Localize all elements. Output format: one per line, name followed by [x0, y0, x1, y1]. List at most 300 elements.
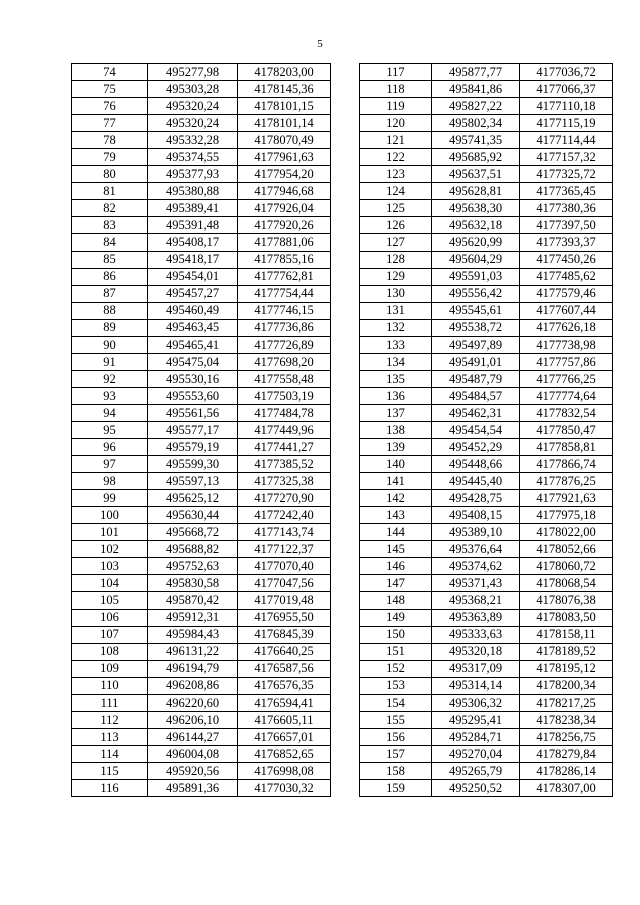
- y-coordinate-cell: 4177036,72: [520, 64, 613, 81]
- table-row: [360, 524, 613, 541]
- point-number-cell: 136: [360, 387, 432, 404]
- table-row: [72, 115, 331, 132]
- y-coordinate-cell: 4177946,68: [238, 183, 331, 200]
- x-coordinate-cell: 495448,66: [432, 456, 520, 473]
- table-row: [360, 728, 613, 745]
- y-coordinate-cell: 4177607,44: [520, 302, 613, 319]
- y-coordinate-cell: 4177736,86: [238, 319, 331, 336]
- y-coordinate-cell: 4176845,39: [238, 626, 331, 643]
- y-coordinate-cell: 4178203,00: [238, 64, 331, 81]
- y-coordinate-cell: 4178076,38: [520, 592, 613, 609]
- x-coordinate-cell: 496004,08: [148, 745, 238, 762]
- y-coordinate-cell: 4178256,75: [520, 728, 613, 745]
- y-coordinate-cell: 4177766,25: [520, 370, 613, 387]
- y-coordinate-cell: 4177114,44: [520, 132, 613, 149]
- x-coordinate-cell: 496194,79: [148, 660, 238, 677]
- table-row: [72, 643, 331, 660]
- x-coordinate-cell: 495591,03: [432, 268, 520, 285]
- x-coordinate-cell: 495332,28: [148, 132, 238, 149]
- x-coordinate-cell: 495363,89: [432, 609, 520, 626]
- x-coordinate-cell: 495741,35: [432, 132, 520, 149]
- y-coordinate-cell: 4177325,38: [238, 473, 331, 490]
- y-coordinate-cell: 4177558,48: [238, 370, 331, 387]
- table-row: [72, 319, 331, 336]
- y-coordinate-cell: 4178083,50: [520, 609, 613, 626]
- point-number-cell: 139: [360, 439, 432, 456]
- coordinates-table-left: [71, 63, 331, 797]
- y-coordinate-cell: 4178068,54: [520, 575, 613, 592]
- table-row: [360, 98, 613, 115]
- table-row: [72, 694, 331, 711]
- y-coordinate-cell: 4178189,52: [520, 643, 613, 660]
- point-number-cell: 75: [72, 81, 148, 98]
- table-row: [360, 370, 613, 387]
- point-number-cell: 138: [360, 421, 432, 438]
- x-coordinate-cell: 495891,36: [148, 779, 238, 796]
- point-number-cell: 110: [72, 677, 148, 694]
- table-row: [72, 353, 331, 370]
- point-number-cell: 143: [360, 507, 432, 524]
- x-coordinate-cell: 495408,15: [432, 507, 520, 524]
- point-number-cell: 131: [360, 302, 432, 319]
- table-row: [72, 439, 331, 456]
- point-number-cell: 108: [72, 643, 148, 660]
- y-coordinate-cell: 4178195,12: [520, 660, 613, 677]
- y-coordinate-cell: 4177754,44: [238, 285, 331, 302]
- x-coordinate-cell: 495371,43: [432, 575, 520, 592]
- table-row: [72, 524, 331, 541]
- point-number-cell: 92: [72, 370, 148, 387]
- x-coordinate-cell: 496208,86: [148, 677, 238, 694]
- table-row: [72, 558, 331, 575]
- table-row: [72, 336, 331, 353]
- x-coordinate-cell: 495320,18: [432, 643, 520, 660]
- y-coordinate-cell: 4177850,47: [520, 421, 613, 438]
- table-row: [360, 404, 613, 421]
- y-coordinate-cell: 4176998,08: [238, 762, 331, 779]
- x-coordinate-cell: 496206,10: [148, 711, 238, 728]
- point-number-cell: 127: [360, 234, 432, 251]
- x-coordinate-cell: 495368,21: [432, 592, 520, 609]
- x-coordinate-cell: 495452,29: [432, 439, 520, 456]
- point-number-cell: 122: [360, 149, 432, 166]
- x-coordinate-cell: 495620,99: [432, 234, 520, 251]
- table-row: [360, 183, 613, 200]
- y-coordinate-cell: 4177762,81: [238, 268, 331, 285]
- point-number-cell: 84: [72, 234, 148, 251]
- x-coordinate-cell: 495553,60: [148, 387, 238, 404]
- y-coordinate-cell: 4177954,20: [238, 166, 331, 183]
- point-number-cell: 106: [72, 609, 148, 626]
- point-number-cell: 146: [360, 558, 432, 575]
- x-coordinate-cell: 495465,41: [148, 336, 238, 353]
- table-row: [360, 81, 613, 98]
- y-coordinate-cell: 4177975,18: [520, 507, 613, 524]
- table-row: [360, 149, 613, 166]
- x-coordinate-cell: 495380,88: [148, 183, 238, 200]
- table-row: [360, 217, 613, 234]
- point-number-cell: 82: [72, 200, 148, 217]
- y-coordinate-cell: 4177579,46: [520, 285, 613, 302]
- x-coordinate-cell: 495827,22: [432, 98, 520, 115]
- y-coordinate-cell: 4178101,15: [238, 98, 331, 115]
- point-number-cell: 149: [360, 609, 432, 626]
- x-coordinate-cell: 496220,60: [148, 694, 238, 711]
- table-row: [360, 387, 613, 404]
- table-row: [72, 285, 331, 302]
- table-row: [72, 200, 331, 217]
- y-coordinate-cell: 4176594,41: [238, 694, 331, 711]
- x-coordinate-cell: 495428,75: [432, 490, 520, 507]
- x-coordinate-cell: 495462,31: [432, 404, 520, 421]
- x-coordinate-cell: 495374,55: [148, 149, 238, 166]
- point-number-cell: 94: [72, 404, 148, 421]
- y-coordinate-cell: 4177441,27: [238, 439, 331, 456]
- point-number-cell: 148: [360, 592, 432, 609]
- y-coordinate-cell: 4178238,34: [520, 711, 613, 728]
- table-row: [360, 694, 613, 711]
- point-number-cell: 80: [72, 166, 148, 183]
- point-number-cell: 85: [72, 251, 148, 268]
- y-coordinate-cell: 4177738,98: [520, 336, 613, 353]
- x-coordinate-cell: 495688,82: [148, 541, 238, 558]
- y-coordinate-cell: 4177484,78: [238, 404, 331, 421]
- table-row: [360, 132, 613, 149]
- x-coordinate-cell: 495912,31: [148, 609, 238, 626]
- x-coordinate-cell: 495391,48: [148, 217, 238, 234]
- y-coordinate-cell: 4177855,16: [238, 251, 331, 268]
- x-coordinate-cell: 495632,18: [432, 217, 520, 234]
- point-number-cell: 125: [360, 200, 432, 217]
- x-coordinate-cell: 495389,10: [432, 524, 520, 541]
- y-coordinate-cell: 4178286,14: [520, 762, 613, 779]
- y-coordinate-cell: 4177122,37: [238, 541, 331, 558]
- point-number-cell: 158: [360, 762, 432, 779]
- table-row: [72, 149, 331, 166]
- x-coordinate-cell: 495374,62: [432, 558, 520, 575]
- x-coordinate-cell: 495303,28: [148, 81, 238, 98]
- y-coordinate-cell: 4177143,74: [238, 524, 331, 541]
- table-row: [360, 421, 613, 438]
- table-row: [360, 643, 613, 660]
- x-coordinate-cell: 495561,56: [148, 404, 238, 421]
- table-row: [360, 439, 613, 456]
- y-coordinate-cell: 4177503,19: [238, 387, 331, 404]
- point-number-cell: 105: [72, 592, 148, 609]
- table-row: [72, 473, 331, 490]
- y-coordinate-cell: 4178022,00: [520, 524, 613, 541]
- x-coordinate-cell: 495877,77: [432, 64, 520, 81]
- table-row: [360, 541, 613, 558]
- x-coordinate-cell: 495333,63: [432, 626, 520, 643]
- point-number-cell: 152: [360, 660, 432, 677]
- y-coordinate-cell: 4176605,11: [238, 711, 331, 728]
- point-number-cell: 91: [72, 353, 148, 370]
- x-coordinate-cell: 495668,72: [148, 524, 238, 541]
- point-number-cell: 137: [360, 404, 432, 421]
- table-row: [72, 507, 331, 524]
- table-body: [360, 64, 613, 797]
- x-coordinate-cell: 495545,61: [432, 302, 520, 319]
- point-number-cell: 155: [360, 711, 432, 728]
- point-number-cell: 87: [72, 285, 148, 302]
- point-number-cell: 102: [72, 541, 148, 558]
- table-row: [360, 64, 613, 81]
- y-coordinate-cell: 4177066,37: [520, 81, 613, 98]
- point-number-cell: 153: [360, 677, 432, 694]
- x-coordinate-cell: 495984,43: [148, 626, 238, 643]
- table-row: [72, 268, 331, 285]
- table-row: [72, 132, 331, 149]
- table-body: [72, 64, 331, 797]
- x-coordinate-cell: 495637,51: [432, 166, 520, 183]
- x-coordinate-cell: 495460,49: [148, 302, 238, 319]
- point-number-cell: 83: [72, 217, 148, 234]
- table-row: [360, 234, 613, 251]
- x-coordinate-cell: 495445,40: [432, 473, 520, 490]
- table-row: [72, 387, 331, 404]
- y-coordinate-cell: 4176640,25: [238, 643, 331, 660]
- table-row: [72, 728, 331, 745]
- point-number-cell: 119: [360, 98, 432, 115]
- coordinates-table-right: [359, 63, 613, 797]
- table-row: [360, 626, 613, 643]
- x-coordinate-cell: 495484,57: [432, 387, 520, 404]
- y-coordinate-cell: 4177242,40: [238, 507, 331, 524]
- point-number-cell: 98: [72, 473, 148, 490]
- point-number-cell: 112: [72, 711, 148, 728]
- point-number-cell: 113: [72, 728, 148, 745]
- point-number-cell: 107: [72, 626, 148, 643]
- x-coordinate-cell: 495295,41: [432, 711, 520, 728]
- table-row: [72, 251, 331, 268]
- point-number-cell: 88: [72, 302, 148, 319]
- x-coordinate-cell: 495597,13: [148, 473, 238, 490]
- y-coordinate-cell: 4177876,25: [520, 473, 613, 490]
- point-number-cell: 129: [360, 268, 432, 285]
- x-coordinate-cell: 495418,17: [148, 251, 238, 268]
- point-number-cell: 100: [72, 507, 148, 524]
- y-coordinate-cell: 4177485,62: [520, 268, 613, 285]
- y-coordinate-cell: 4176587,56: [238, 660, 331, 677]
- point-number-cell: 97: [72, 456, 148, 473]
- y-coordinate-cell: 4178279,84: [520, 745, 613, 762]
- x-coordinate-cell: 495250,52: [432, 779, 520, 796]
- point-number-cell: 154: [360, 694, 432, 711]
- x-coordinate-cell: 495454,01: [148, 268, 238, 285]
- x-coordinate-cell: 495638,30: [432, 200, 520, 217]
- y-coordinate-cell: 4176852,65: [238, 745, 331, 762]
- y-coordinate-cell: 4178101,14: [238, 115, 331, 132]
- y-coordinate-cell: 4177070,40: [238, 558, 331, 575]
- y-coordinate-cell: 4177449,96: [238, 421, 331, 438]
- x-coordinate-cell: 495802,34: [432, 115, 520, 132]
- point-number-cell: 114: [72, 745, 148, 762]
- table-row: [360, 200, 613, 217]
- point-number-cell: 144: [360, 524, 432, 541]
- y-coordinate-cell: 4177047,56: [238, 575, 331, 592]
- x-coordinate-cell: 495870,42: [148, 592, 238, 609]
- table-row: [72, 490, 331, 507]
- y-coordinate-cell: 4177380,36: [520, 200, 613, 217]
- y-coordinate-cell: 4177450,26: [520, 251, 613, 268]
- table-row: [72, 592, 331, 609]
- y-coordinate-cell: 4177698,20: [238, 353, 331, 370]
- x-coordinate-cell: 495408,17: [148, 234, 238, 251]
- x-coordinate-cell: 495604,29: [432, 251, 520, 268]
- y-coordinate-cell: 4177270,90: [238, 490, 331, 507]
- point-number-cell: 76: [72, 98, 148, 115]
- point-number-cell: 132: [360, 319, 432, 336]
- point-number-cell: 79: [72, 149, 148, 166]
- table-row: [72, 779, 331, 796]
- table-row: [360, 251, 613, 268]
- table-row: [360, 319, 613, 336]
- x-coordinate-cell: 495830,58: [148, 575, 238, 592]
- point-number-cell: 118: [360, 81, 432, 98]
- y-coordinate-cell: 4177019,48: [238, 592, 331, 609]
- y-coordinate-cell: 4177030,32: [238, 779, 331, 796]
- x-coordinate-cell: 495320,24: [148, 115, 238, 132]
- table-row: [360, 473, 613, 490]
- y-coordinate-cell: 4177774,64: [520, 387, 613, 404]
- table-row: [72, 711, 331, 728]
- y-coordinate-cell: 4177397,50: [520, 217, 613, 234]
- y-coordinate-cell: 4177757,86: [520, 353, 613, 370]
- table-row: [360, 609, 613, 626]
- table-row: [72, 762, 331, 779]
- y-coordinate-cell: 4178200,34: [520, 677, 613, 694]
- table-row: [360, 711, 613, 728]
- y-coordinate-cell: 4177921,63: [520, 490, 613, 507]
- x-coordinate-cell: 495577,17: [148, 421, 238, 438]
- table-row: [360, 762, 613, 779]
- y-coordinate-cell: 4177920,26: [238, 217, 331, 234]
- table-row: [72, 217, 331, 234]
- y-coordinate-cell: 4177858,81: [520, 439, 613, 456]
- x-coordinate-cell: 495628,81: [432, 183, 520, 200]
- x-coordinate-cell: 495752,63: [148, 558, 238, 575]
- point-number-cell: 109: [72, 660, 148, 677]
- table-row: [72, 660, 331, 677]
- y-coordinate-cell: 4177385,52: [238, 456, 331, 473]
- y-coordinate-cell: 4178158,11: [520, 626, 613, 643]
- table-row: [360, 268, 613, 285]
- table-row: [72, 404, 331, 421]
- x-coordinate-cell: 495920,56: [148, 762, 238, 779]
- y-coordinate-cell: 4178145,36: [238, 81, 331, 98]
- point-number-cell: 96: [72, 439, 148, 456]
- point-number-cell: 130: [360, 285, 432, 302]
- table-row: [72, 370, 331, 387]
- x-coordinate-cell: 495579,19: [148, 439, 238, 456]
- table-row: [360, 677, 613, 694]
- point-number-cell: 117: [360, 64, 432, 81]
- y-coordinate-cell: 4178307,00: [520, 779, 613, 796]
- point-number-cell: 124: [360, 183, 432, 200]
- y-coordinate-cell: 4177325,72: [520, 166, 613, 183]
- y-coordinate-cell: 4177393,37: [520, 234, 613, 251]
- point-number-cell: 150: [360, 626, 432, 643]
- y-coordinate-cell: 4176576,35: [238, 677, 331, 694]
- point-number-cell: 135: [360, 370, 432, 387]
- table-row: [360, 592, 613, 609]
- point-number-cell: 77: [72, 115, 148, 132]
- point-number-cell: 147: [360, 575, 432, 592]
- x-coordinate-cell: 495389,41: [148, 200, 238, 217]
- y-coordinate-cell: 4177110,18: [520, 98, 613, 115]
- x-coordinate-cell: 495685,92: [432, 149, 520, 166]
- table-row: [360, 166, 613, 183]
- table-row: [360, 336, 613, 353]
- x-coordinate-cell: 495277,98: [148, 64, 238, 81]
- x-coordinate-cell: 495497,89: [432, 336, 520, 353]
- point-number-cell: 111: [72, 694, 148, 711]
- x-coordinate-cell: 495475,04: [148, 353, 238, 370]
- x-coordinate-cell: 495463,45: [148, 319, 238, 336]
- point-number-cell: 134: [360, 353, 432, 370]
- table-row: [72, 166, 331, 183]
- point-number-cell: 128: [360, 251, 432, 268]
- table-row: [360, 115, 613, 132]
- table-row: [72, 575, 331, 592]
- y-coordinate-cell: 4178052,66: [520, 541, 613, 558]
- y-coordinate-cell: 4177157,32: [520, 149, 613, 166]
- point-number-cell: 81: [72, 183, 148, 200]
- table-row: [72, 183, 331, 200]
- point-number-cell: 115: [72, 762, 148, 779]
- x-coordinate-cell: 495841,86: [432, 81, 520, 98]
- y-coordinate-cell: 4178060,72: [520, 558, 613, 575]
- x-coordinate-cell: 495625,12: [148, 490, 238, 507]
- table-row: [360, 660, 613, 677]
- x-coordinate-cell: 495376,64: [432, 541, 520, 558]
- y-coordinate-cell: 4177866,74: [520, 456, 613, 473]
- point-number-cell: 86: [72, 268, 148, 285]
- table-row: [360, 779, 613, 796]
- y-coordinate-cell: 4177626,18: [520, 319, 613, 336]
- x-coordinate-cell: 495314,14: [432, 677, 520, 694]
- point-number-cell: 145: [360, 541, 432, 558]
- point-number-cell: 116: [72, 779, 148, 796]
- point-number-cell: 104: [72, 575, 148, 592]
- x-coordinate-cell: 495454,54: [432, 421, 520, 438]
- x-coordinate-cell: 496131,22: [148, 643, 238, 660]
- y-coordinate-cell: 4177961,63: [238, 149, 331, 166]
- table-row: [72, 626, 331, 643]
- y-coordinate-cell: 4177365,45: [520, 183, 613, 200]
- point-number-cell: 89: [72, 319, 148, 336]
- point-number-cell: 156: [360, 728, 432, 745]
- x-coordinate-cell: 495284,71: [432, 728, 520, 745]
- point-number-cell: 99: [72, 490, 148, 507]
- point-number-cell: 142: [360, 490, 432, 507]
- point-number-cell: 151: [360, 643, 432, 660]
- page-number: 5: [317, 38, 323, 50]
- x-coordinate-cell: 495556,42: [432, 285, 520, 302]
- point-number-cell: 141: [360, 473, 432, 490]
- table-row: [72, 421, 331, 438]
- x-coordinate-cell: 495491,01: [432, 353, 520, 370]
- table-row: [72, 81, 331, 98]
- table-row: [72, 456, 331, 473]
- table-row: [72, 98, 331, 115]
- point-number-cell: 120: [360, 115, 432, 132]
- point-number-cell: 95: [72, 421, 148, 438]
- table-row: [360, 285, 613, 302]
- point-number-cell: 90: [72, 336, 148, 353]
- y-coordinate-cell: 4177726,89: [238, 336, 331, 353]
